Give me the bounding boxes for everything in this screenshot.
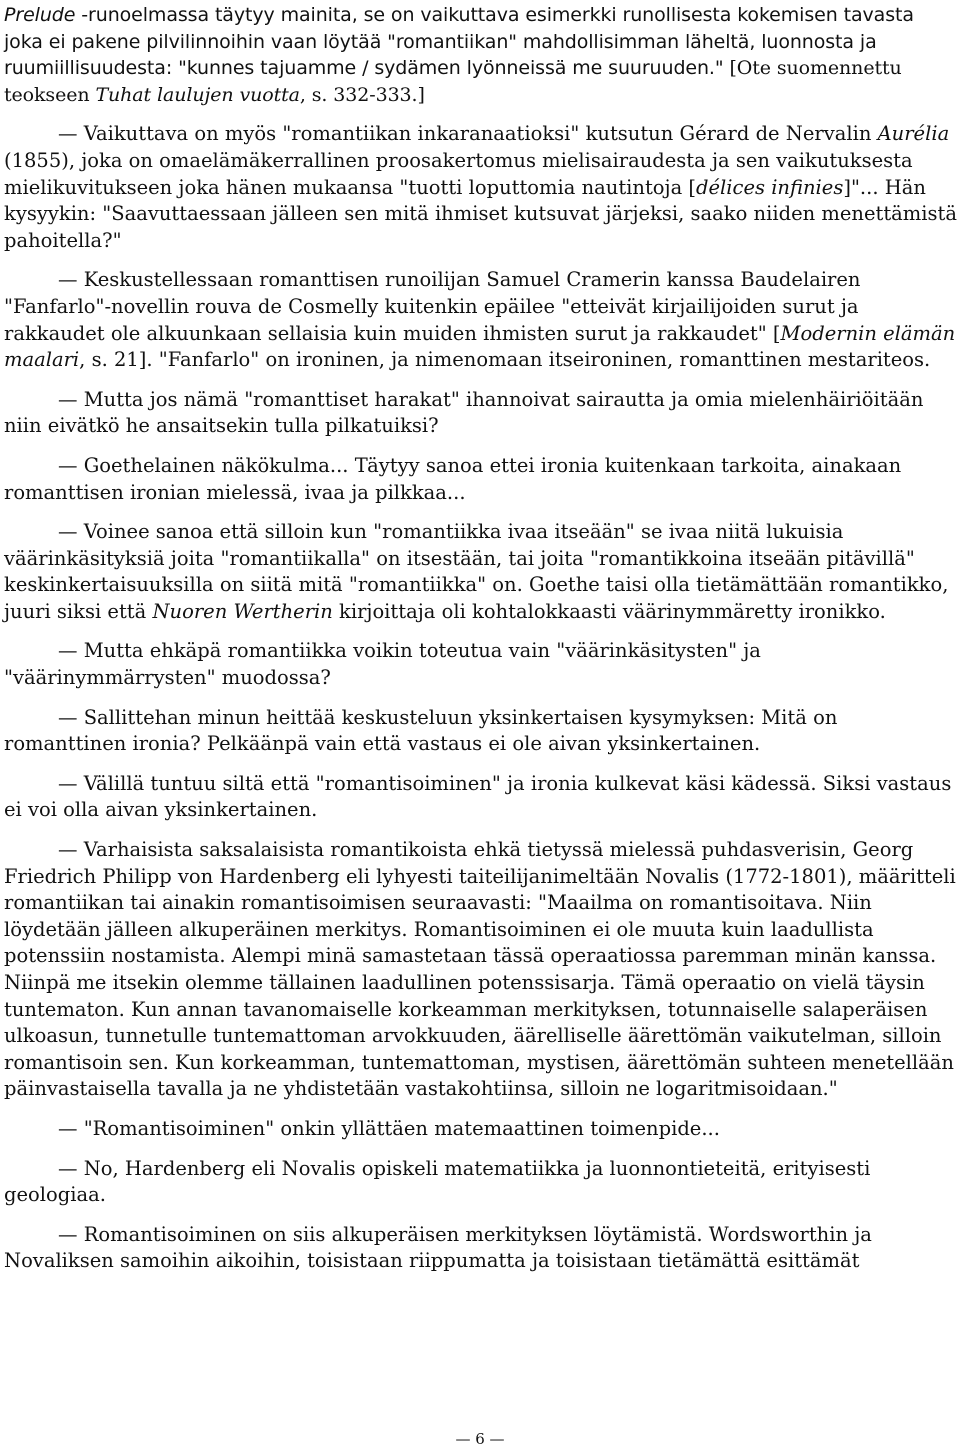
paragraph-text: — Romantisoiminen on siis alkuperäisen merkityksen löytämistä. Wordsworthin ja Novaliksen samoihin aikoihin, toisistaan riippumatta ja toisistaan tietämättä esittämät [4, 1222, 872, 1273]
italic-title: Aurélia [877, 122, 950, 146]
intro-text: -runoelmassa täytyy mainita, se on vaikuttava esimerkki runollisesta kokemisen tavasta joka ei pakene pilvilinnoihin vaan löytää "romantiikan" mahdollisimman läheltä, luonnosta ja ruumiillisuudesta: "kunnes tajuamme / sydämen lyönneissä me suuruuden." [4, 4, 914, 80]
dialogue-paragraph [4, 121, 958, 254]
page-number: — 6 — [455, 1430, 505, 1448]
paragraph-text: — Vaikuttava on myös "romantiikan inkaranaatioksi" kutsutun Gérard de Nervalin [58, 122, 878, 146]
paragraph-text: — Mutta jos nämä "romanttiset harakat" ihannoivat sairautta ja omia mielenhäiriöitään niin eivätkö he ansaitsekin tulla pilkatuiksi? [4, 387, 924, 438]
paragraph-text: — Varhaisista saksalaisista romantikoista ehkä tietyssä mielessä puhdasverisin, Georg Friedrich Philipp von Hardenberg eli lyhyesti taiteilijanimeltään Novalis (1772-1801), määritteli romantiikan tai ainakin romantisoimisen seuraavasti: "Maailma on romantisoitava. Niin löydetään jälleen alkuperäinen merkitys. Romantisoiminen ei ole muuta kuin laadullista potenssiin nostamista. Alempi minä samastetaan tässä operaatiossa paremman minän kanssa. Niinpä me itsekin olemme tällainen laadullinen potenssisarja. Tämä operaatio on vielä täysin tuntematon. Kun annan tavanomaiselle korkeamman merkityksen, totunnaiselle salaperäisen ulkoasun, tunnetulle tuntemattoman arvokkuuden, äärelliselle äärettömän vaikutelman, silloin romantisoin sen. Kun korkeamman, tuntemattoman, mystisen, äärettömän suhteen menetellään päinvastaisella tavalla ja ne yhdistetään vastakohtiinsa, silloin ne logaritmisoidaan." [4, 838, 956, 1101]
dialogue-paragraph [4, 387, 958, 440]
dialogue-paragraph [4, 771, 958, 824]
dialogue-paragraph [4, 638, 958, 691]
prelude-title: Prelude [4, 4, 76, 26]
paragraph-text: — Goethelainen näkökulma... Täytyy sanoa ettei ironia kuitenkaan tarkoita, ainakaan romanttisen ironian mielessä, ivaa ja pilkkaa... [4, 453, 902, 504]
intro-citation-text: [Ote suomennettu teokseen [4, 57, 902, 106]
paragraph-text: — No, Hardenberg eli Novalis opiskeli matematiikka ja luonnontieteitä, erityisesti geologiaa. [4, 1156, 871, 1207]
dialogue-paragraph [4, 267, 958, 373]
paragraph-text: ]"... Hän kysyykin: "Saavuttaessaan jälleen sen mitä ihmiset kutsuvat järjeksi, saako niiden menettämistä pahoitella?" [4, 175, 957, 252]
italic-title: délices infinies [696, 175, 844, 199]
paragraph-text: — Välillä tuntuu siltä että "romantisoiminen" ja ironia kulkevat käsi kädessä. Siksi vastaus ei voi olla aivan yksinkertainen. [4, 771, 952, 822]
document-page [4, 0, 958, 1275]
paragraph-text: , s. 21]. "Fanfarlo" on ironinen, ja nimenomaan itseironinen, romanttinen mestariteos. [79, 348, 931, 372]
italic-title: Nuoren Wertherin [152, 599, 333, 623]
dialogue-paragraph [4, 519, 958, 625]
dialogue-paragraph [4, 1222, 958, 1275]
dialogue-paragraph [4, 453, 958, 506]
paragraph-text: — Keskustellessaan romanttisen runoilijan Samuel Cramerin kanssa Baudelairen "Fanfarlo"-novellin rouva de Cosmelly kuitenkin epäilee "etteivät kirjailijoiden surut ja rakkaudet ole alkuunkaan sellaisia kuin muiden ihmisten surut ja rakkaudet" [ [4, 268, 861, 345]
dialogue-paragraph [4, 837, 958, 1103]
intro-citation-title: Tuhat laulujen vuotta [95, 83, 300, 106]
dialogue-paragraph [4, 705, 958, 758]
intro-paragraph [4, 2, 958, 108]
paragraph-text: kirjoittaja oli kohtalokkaasti väärinymmäretty ironikko. [332, 599, 886, 623]
paragraph-text: — Sallittehan minun heittää keskusteluun yksinkertaisen kysymyksen: Mitä on romanttinen ironia? Pelkäänpä vain että vastaus ei ole aivan yksinkertainen. [4, 705, 838, 756]
dialogue-paragraph [4, 1156, 958, 1209]
paragraph-text: — "Romantisoiminen" onkin yllättäen matemaattinen toimenpide... [58, 1116, 720, 1140]
dialogue-paragraph [4, 1116, 958, 1143]
paragraph-text: — Voinee sanoa että silloin kun "romantiikka ivaa itseään" se ivaa niitä lukuisia väärinkäsityksiä joita "romantiikalla" on itsestään, tai joita "romantikkoina itseään pitävillä" keskinkertaisuuksilla on siitä mitä "romantiikka" on. Goethe taisi olla tietämättään romantikko, juuri siksi että [4, 520, 949, 623]
intro-citation-pages: , s. 332-333.] [299, 83, 425, 106]
italic-title: Modernin elämän maalari [4, 321, 956, 372]
dialogue-paragraphs [4, 121, 958, 1275]
paragraph-text: — Mutta ehkäpä romantiikka voikin toteutua vain "väärinkäsitysten" ja "väärinymmärrysten" muodossa? [4, 639, 761, 690]
paragraph-text: (1855), joka on omaelämäkerrallinen proosakertomus mielisairaudesta ja sen vaikutuksesta mielikuvitukseen joka hänen mukaansa "tuotti loputtomia nautintoja [ [4, 148, 913, 199]
